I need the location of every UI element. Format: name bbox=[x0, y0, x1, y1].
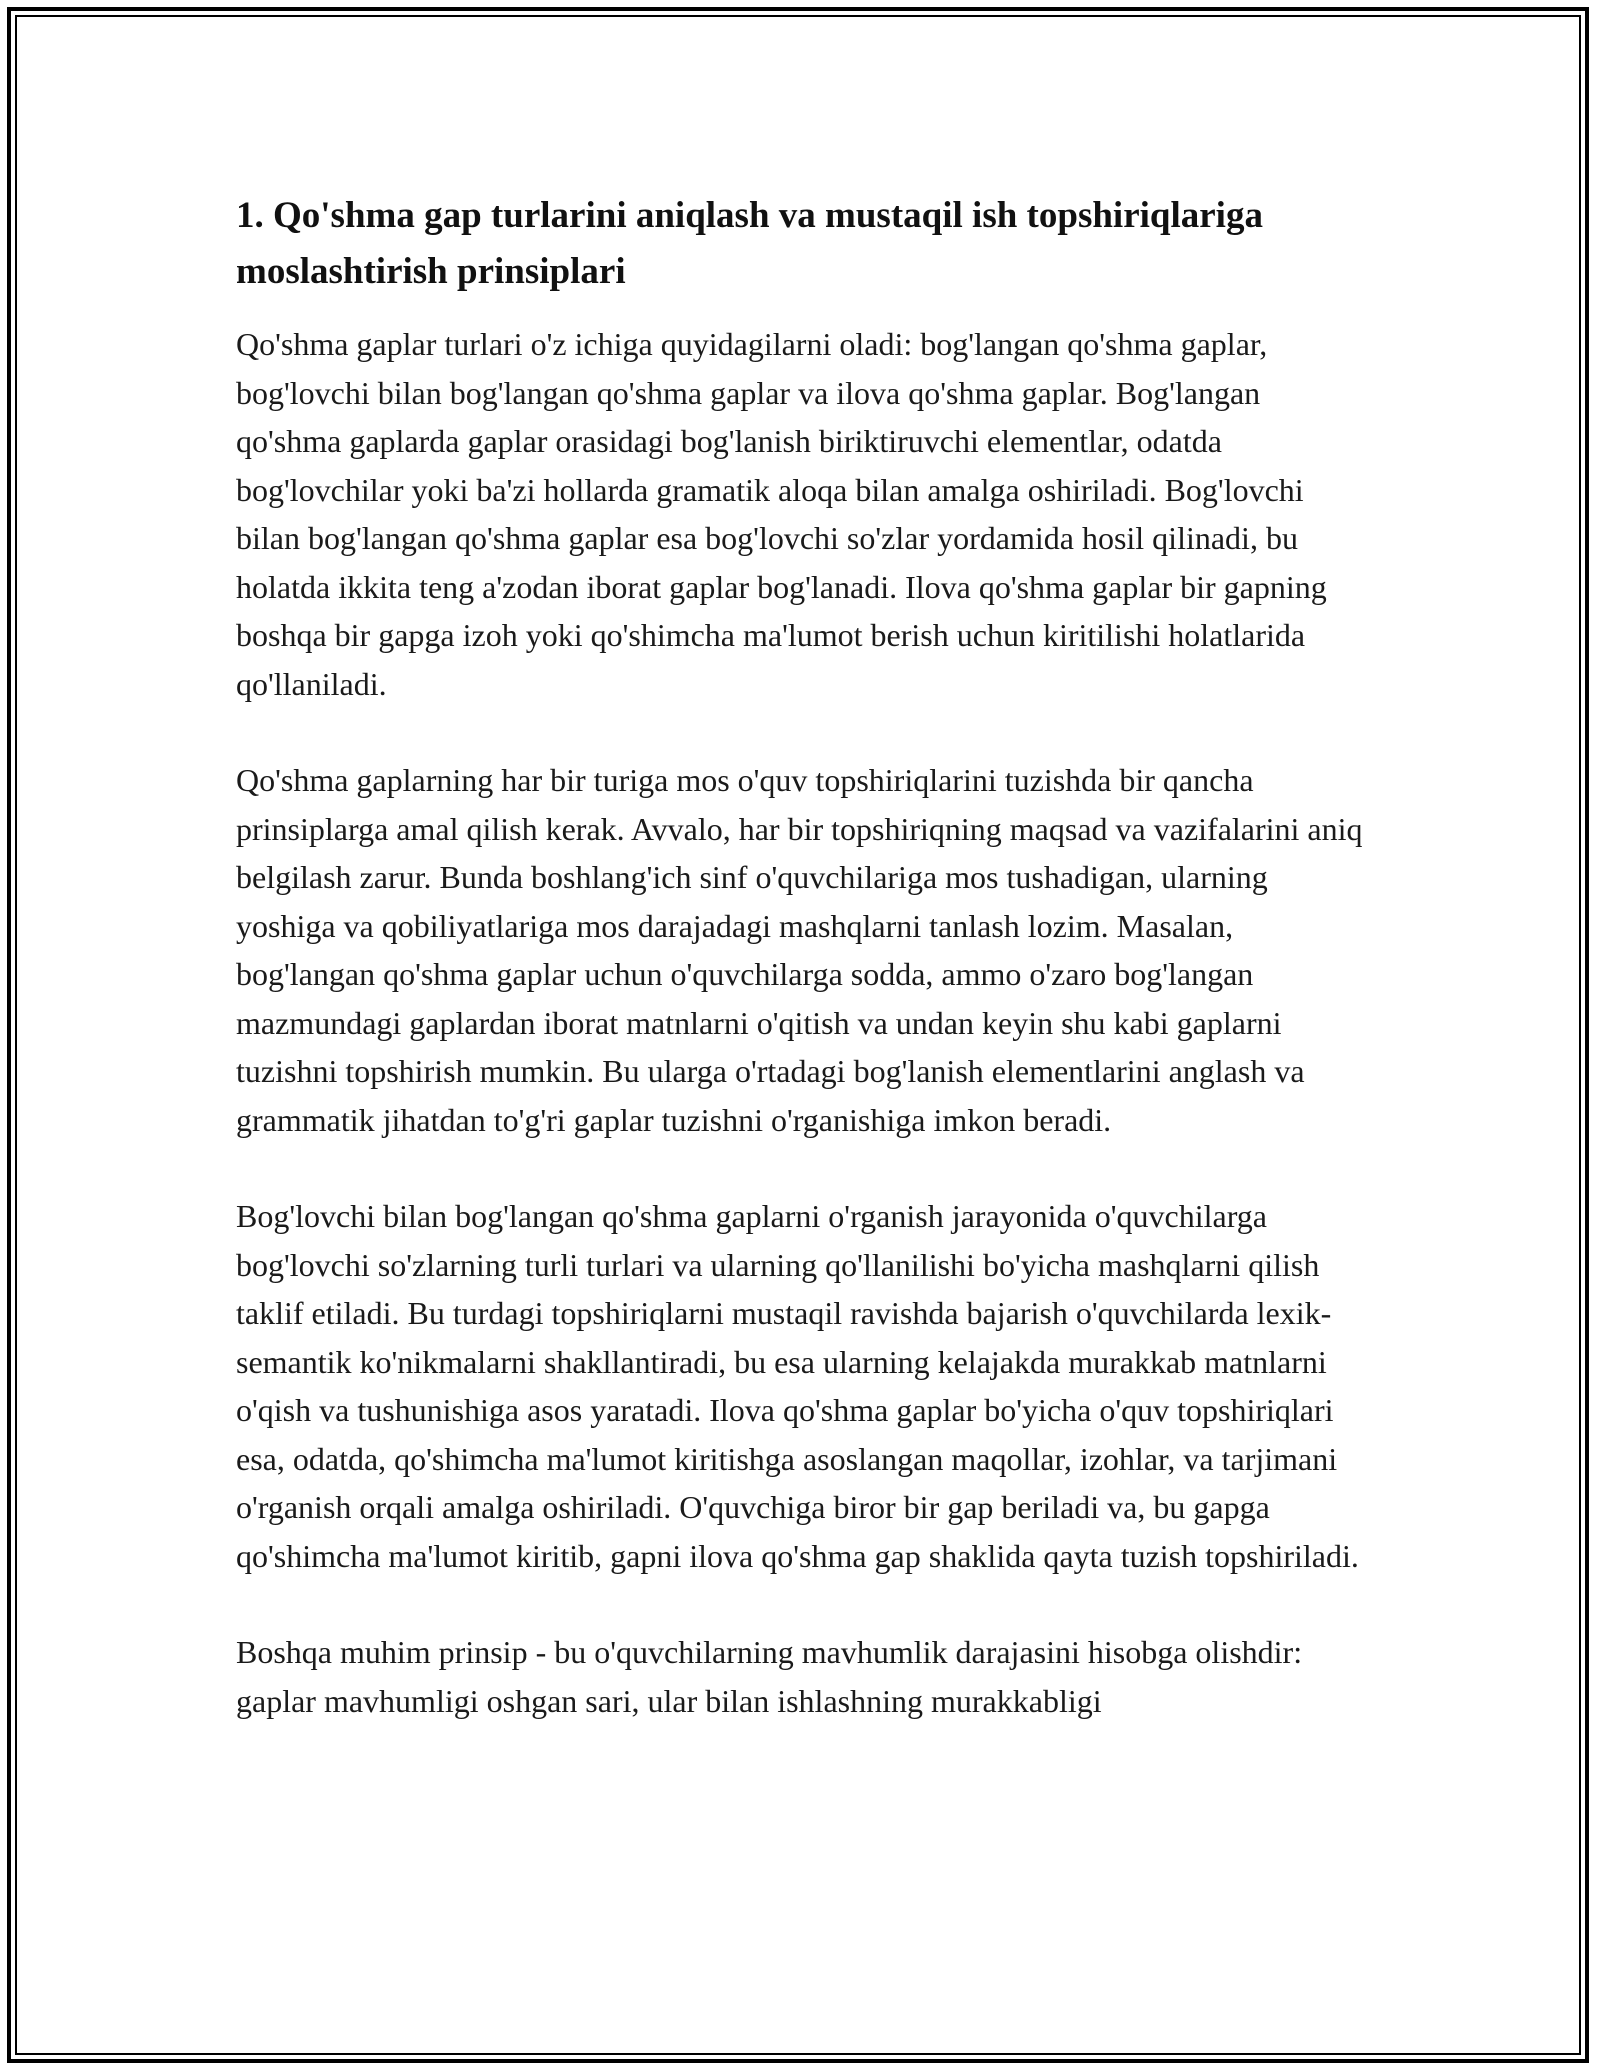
paragraph-4: Boshqa muhim prinsip - bu o'quvchilarning mavhumlik darajasini hisobga olishdir: gaplar mavhumligi oshgan sari, ular bilan ishlashning murakkabligi bbox=[236, 1634, 1303, 1719]
section-heading: 1. Qo'shma gap turlarini aniqlash va mustaqil ish topshiriqlariga moslashtirish prinsiplari bbox=[236, 195, 1263, 292]
paragraph-1: Qo'shma gaplar turlari o'z ichiga quyidagilarni oladi: bog'langan qo'shma gaplar, bog'lovchi bilan bog'langan qo'shma gaplar va ilova qo'shma gaplar. Bog'langan qo'shma gaplarda gaplar orasidagi bog'lanish biriktiruvchi elementlar, odatda bog'lovchilar yoki ba'zi hollarda gramatik aloqa bilan amalga oshiriladi. Bog'lovchi bilan bog'langan qo'shma gaplar esa bog'lovchi so'zlar yordamida hosil qilinadi, bu holatda ikkita teng a'zodan iborat gaplar bog'lanadi. Ilova qo'shma gaplar bir gapning boshqa bir gapga izoh yoki qo'shimcha ma'lumot berish uchun kiritilishi holatlarida qo'llaniladi. bbox=[236, 326, 1327, 702]
paragraph-2: Qo'shma gaplarning har bir turiga mos o'quv topshiriqlarini tuzishda bir qancha prinsiplarga amal qilish kerak. Avvalo, har bir topshiriqning maqsad va vazifalarini aniq belgilash zarur. Bunda boshlang'ich sinf o'quvchilariga mos tushadigan, ularning yoshiga va qobiliyatlariga mos darajadagi mashqlarni tanlash lozim. Masalan, bog'langan qo'shma gaplar uchun o'quvchilarga sodda, ammo o'zaro bog'langan mazmundagi gaplardan iborat matnlarni o'qitish va undan keyin shu kabi gaplarni tuzishni topshirish mumkin. Bu ularga o'rtadagi bog'lanish elementlarini anglash va grammatik jihatdan to'g'ri gaplar tuzishni o'rganishiga imkon beradi. bbox=[236, 762, 1363, 1138]
paragraph-3: Bog'lovchi bilan bog'langan qo'shma gaplarni o'rganish jarayonida o'quvchilarga bog'lovchi so'zlarning turli turlari va ularning qo'llanilishi bo'yicha mashqlarni qilish taklif etiladi. Bu turdagi topshiriqlarni mustaqil ravishda bajarish o'quvchilarda lexik-semantik ko'nikmalarni shakllantiradi, bu esa ularning kelajakda murakkab matnlarni o'qish va tushunishiga asos yaratadi. Ilova qo'shma gaplar bo'yicha o'quv topshiriqlari esa, odatda, qo'shimcha ma'lumot kiritishga asoslangan maqollar, izohlar, va tarjimani o'rganish orqali amalga oshiriladi. O'quvchiga biror bir gap beriladi va, bu gapga qo'shimcha ma'lumot kiritib, gapni ilova qo'shma gap shaklida qayta tuzish topshiriladi. bbox=[236, 1198, 1359, 1574]
document-body bbox=[236, 188, 1366, 1773]
